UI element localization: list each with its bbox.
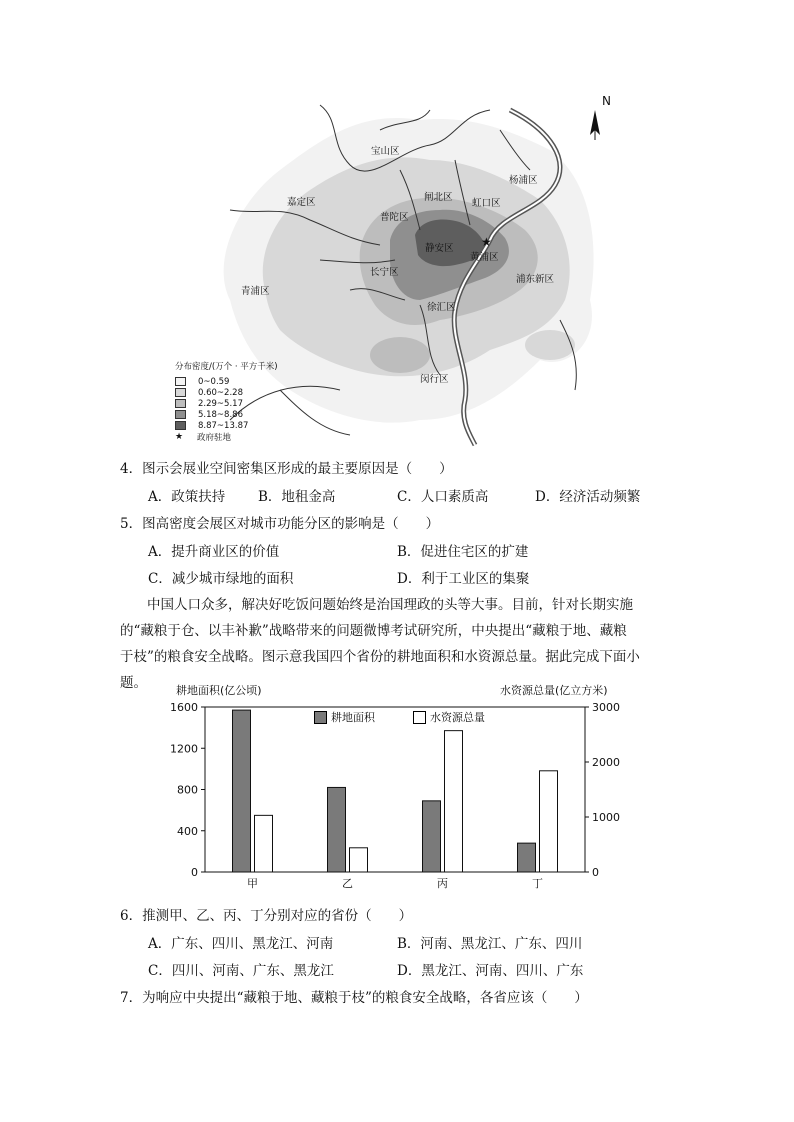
passage: 中国人口众多，解决好吃饭问题始终是治国理政的头等大事。目前，针对长期实施的“藏粮于仓、以丰补歉”战略带来的问题微博考试研究所，中央提出“藏粮于地、藏粮于枝”的粮食安全战略。图示意我国四个省份的耕地面积和水资源总量。据此完成下面小题。 <box>120 597 640 691</box>
star-icon: ★ <box>175 431 184 442</box>
legend-label: 0.60~2.28 <box>198 387 243 398</box>
q5-option-b[interactable]: B．促进住宅区的扩建 <box>397 544 529 560</box>
left-tick-label: 1600 <box>170 701 198 714</box>
category-label: 乙 <box>342 877 353 890</box>
legend-swatch-farmland <box>314 711 327 724</box>
district-label-baoshan: 宝山区 <box>371 146 400 157</box>
q5-option-a[interactable]: A．提升商业区的价值 <box>148 544 280 560</box>
legend-items <box>175 376 325 431</box>
zone-east-blob <box>525 330 575 360</box>
legend-label: 5.18~8.86 <box>198 409 243 420</box>
legend-item <box>175 387 325 398</box>
district-label-qingpu: 青浦区 <box>241 286 270 297</box>
legend-swatch <box>175 388 186 397</box>
q4-option-c[interactable]: C．人口素质高 <box>397 489 489 505</box>
legend-swatch-water <box>413 711 426 724</box>
right-tick-label: 1000 <box>592 811 620 824</box>
legend-item <box>175 398 325 409</box>
district-label-yangpu: 杨浦区 <box>509 175 538 186</box>
district-label-jiading: 嘉定区 <box>287 197 316 208</box>
right-tick-label: 3000 <box>592 701 620 714</box>
left-tick-label: 1200 <box>170 742 198 756</box>
legend-label: 8.87~13.87 <box>198 420 249 431</box>
bar-water <box>350 848 368 872</box>
legend-item <box>175 409 325 420</box>
q7-stem: 7．为响应中央提出“藏粮于地、藏粮于枝”的粮食安全战略，各省应该（ ） <box>120 990 588 1006</box>
bar-farmland <box>233 710 251 872</box>
district-label-huangpu: 黄浦区 <box>470 252 499 263</box>
bar-chart <box>160 695 620 895</box>
bar-water <box>540 771 558 872</box>
bar-water <box>255 815 273 872</box>
district-label-hongkou: 虹口区 <box>472 198 501 209</box>
q6-option-a[interactable]: A．广东、四川、黑龙江、河南 <box>148 936 334 952</box>
legend-swatch <box>175 377 186 386</box>
legend-label-water: 水资源总量 <box>430 711 485 724</box>
q5-option-d[interactable]: D．利于工业区的集聚 <box>397 571 530 587</box>
district-label-zhabei: 闸北区 <box>424 192 453 203</box>
q4-stem: 4．图示会展业空间密集区形成的最主要原因是（ ） <box>120 461 453 477</box>
map-legend <box>175 360 325 442</box>
legend-swatch <box>175 410 186 419</box>
q6-option-b[interactable]: B．河南、黑龙江、广东、四川 <box>397 936 583 952</box>
government-star: ★ <box>481 235 492 249</box>
q5-option-c[interactable]: C．减少城市绿地的面积 <box>148 571 294 587</box>
bar-farmland <box>328 787 346 872</box>
district-label-minhang: 闵行区 <box>420 374 449 385</box>
q5-stem: 5．图高密度会展区对城市功能分区的影响是（ ） <box>120 516 440 532</box>
q6-option-d[interactable]: D．黑龙江、河南、四川、广东 <box>397 963 584 979</box>
legend-swatch <box>175 399 186 408</box>
category-label: 甲 <box>247 877 258 890</box>
left-tick-label: 0 <box>191 866 198 879</box>
district-label-pudong: 浦东新区 <box>516 274 555 285</box>
zone-south-blob <box>370 337 430 373</box>
chart-legend <box>314 709 485 725</box>
left-tick-label: 800 <box>177 783 198 797</box>
q6-stem: 6．推测甲、乙、丙、丁分别对应的省份（ ） <box>120 908 413 924</box>
legend-label: 2.29~5.17 <box>198 398 243 409</box>
district-label-putuo: 普陀区 <box>380 212 409 223</box>
legend-label: 0~0.59 <box>198 376 230 387</box>
chart-right-axis-label: 水资源总量(亿立方米) <box>500 684 608 697</box>
bar-water <box>445 731 463 872</box>
legend-swatch <box>175 421 186 430</box>
legend-title: 分布密度/(万个 · 平方千米) <box>175 362 278 372</box>
north-arrow-icon <box>590 110 600 140</box>
bar-farmland <box>423 801 441 872</box>
right-tick-label: 0 <box>592 866 599 879</box>
district-label-jingan: 静安区 <box>425 243 454 254</box>
right-tick-label: 2000 <box>592 756 620 769</box>
legend-label-farmland: 耕地面积 <box>331 711 375 724</box>
q4-option-a[interactable]: A．政策扶持 <box>148 489 226 505</box>
bar-farmland <box>518 843 536 872</box>
q4-option-d[interactable]: D．经济活动频繁 <box>535 489 641 505</box>
chart-left-axis-label: 耕地面积(亿公顷) <box>176 684 262 697</box>
district-label-changning: 长宁区 <box>370 267 399 278</box>
q4-option-b[interactable]: B．地租金高 <box>258 489 336 505</box>
legend-star-label: 政府驻地 <box>197 432 232 443</box>
north-label: N <box>602 94 611 108</box>
category-label: 丙 <box>437 877 448 890</box>
legend-star-row <box>175 431 325 442</box>
left-tick-label: 400 <box>177 824 198 838</box>
q6-option-c[interactable]: C．四川、河南、广东、黑龙江 <box>148 963 334 979</box>
category-label: 丁 <box>532 877 543 890</box>
district-label-xuhui: 徐汇区 <box>427 302 456 313</box>
legend-item <box>175 376 325 387</box>
legend-item <box>175 420 325 431</box>
